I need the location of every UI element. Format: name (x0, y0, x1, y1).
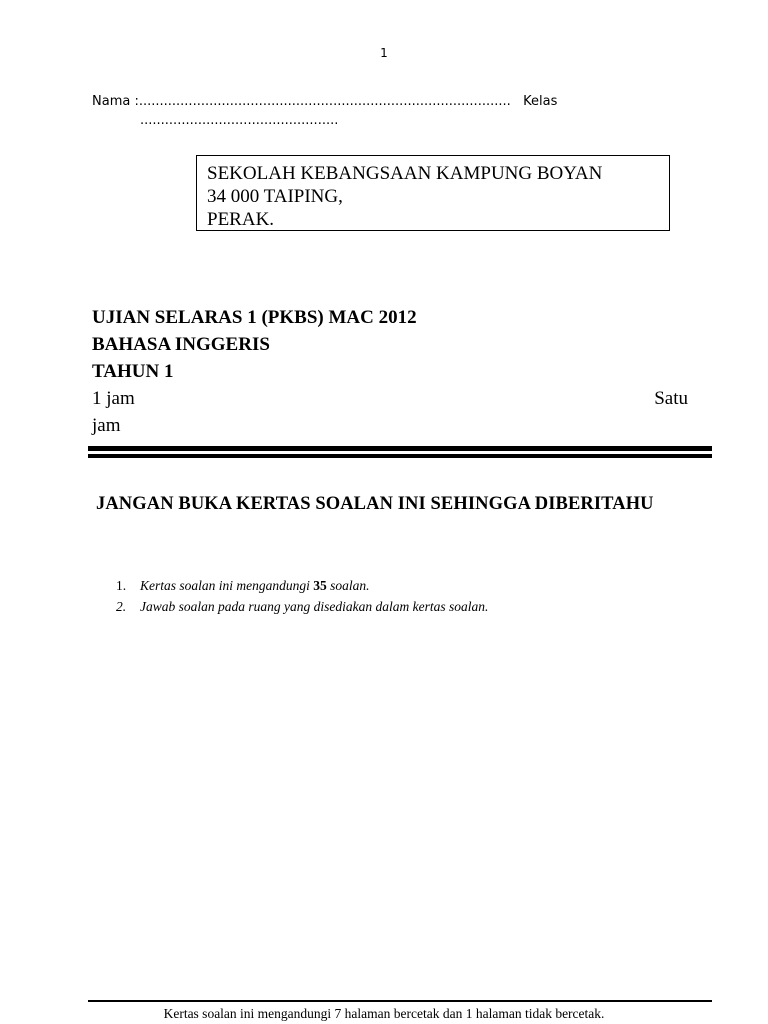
instruction-text-before: Kertas soalan ini mengandungi (140, 578, 314, 593)
exam-subject: BAHASA INGGERIS (92, 334, 270, 355)
school-postcode-city: 34 000 TAIPING, (207, 186, 343, 207)
instruction-number: 2. (116, 599, 127, 614)
page-number: 1 (380, 46, 388, 60)
instruction-number: 1. (116, 578, 127, 593)
duration-short: 1 jam (92, 388, 135, 409)
question-count: 35 (313, 578, 327, 593)
name-dots: .......................................................................................... (138, 94, 511, 109)
name-label: Nama : (92, 94, 139, 109)
footer-note: Kertas soalan ini mengandungi 7 halaman bercetak dan 1 halaman tidak bercetak. (163, 1006, 605, 1021)
instruction-item (116, 575, 488, 596)
divider-rule-top (88, 446, 712, 451)
class-dots: ................................................ (140, 113, 339, 128)
duration-row (92, 385, 688, 436)
instructions-list (116, 575, 488, 617)
instruction-item (116, 596, 488, 617)
exam-title: UJIAN SELARAS 1 (PKBS) MAC 2012 (92, 307, 417, 328)
instruction-text-after: soalan. (326, 578, 370, 593)
school-address-box (196, 155, 670, 231)
instruction-text: Jawab soalan pada ruang yang disediakan dalam kertas soalan. (140, 599, 489, 614)
exam-heading (92, 304, 417, 385)
warning-notice: JANGAN BUKA KERTAS SOALAN INI SEHINGGA DIBERITAHU (96, 494, 654, 514)
divider-rule-bottom (88, 454, 712, 458)
exam-year: TAHUN 1 (92, 361, 174, 382)
school-state: PERAK. (207, 209, 275, 230)
class-label: Kelas (523, 94, 558, 109)
duration-words: Satu (654, 388, 688, 409)
school-name: SEKOLAH KEBANGSAAN KAMPUNG BOYAN (207, 163, 603, 184)
name-class-line (92, 93, 692, 111)
duration-words-wrap: jam (92, 415, 121, 436)
footer-rule (88, 1000, 712, 1002)
